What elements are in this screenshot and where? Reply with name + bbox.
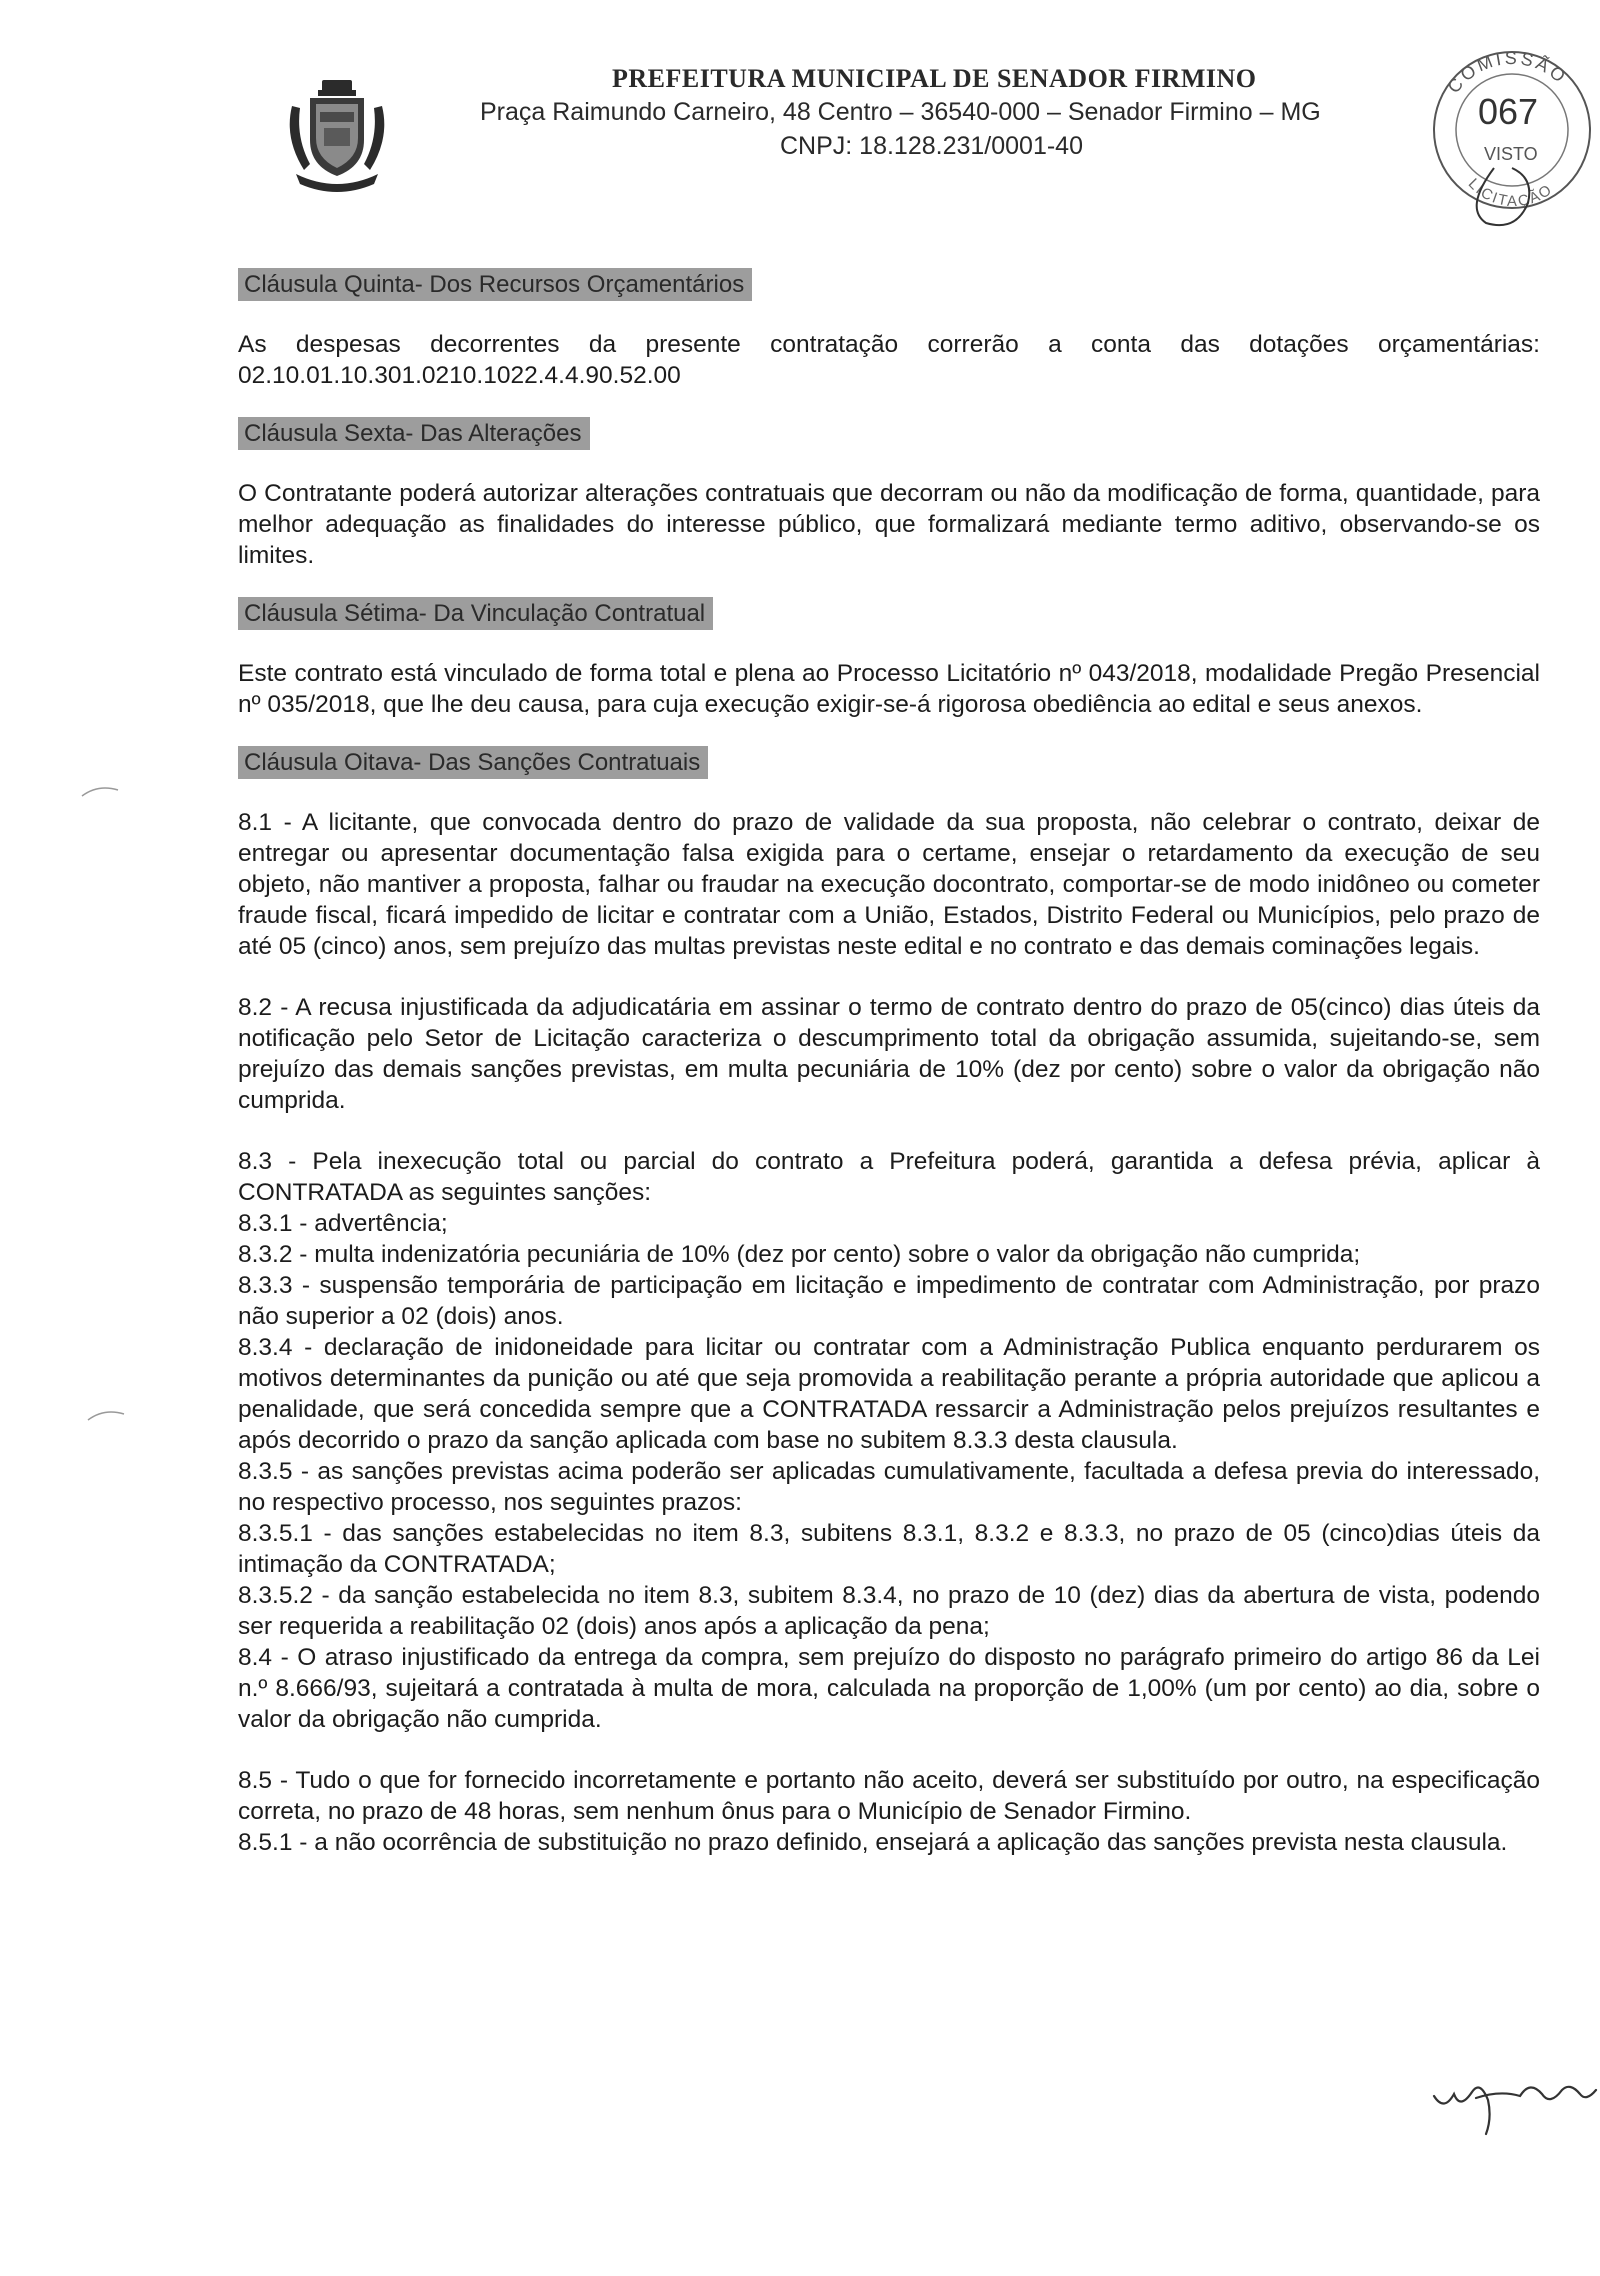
paragraph-8-4: 8.4 - O atraso injustificado da entrega da compra, sem prejuízo do disposto no parágrafo primeiro do artigo 86 da Lei n.º 8.666/93, sujeitará a contratada à multa de mora, calculada na proporção de 1,00% (um por cento) ao dia, sobre o valor da obrigação não cumprida. [238, 1644, 1540, 1733]
paragraph-quinta: As despesas decorrentes da presente contratação correrão a conta das dotações orçamentárias: 02.10.01.10.301.0210.1022.4.4.90.52.00 [238, 331, 1540, 389]
header-address: Praça Raimundo Carneiro, 48 Centro – 36540-000 – Senador Firmino – MG [480, 98, 1321, 126]
paragraph-8-3-5: 8.3.5 - as sanções previstas acima poderão ser aplicadas cumulativamente, facultada a defesa previa do interessado, no respectivo processo, nos seguintes prazos: [238, 1458, 1540, 1516]
margin-mark [80, 784, 120, 798]
municipal-crest-icon [282, 78, 392, 196]
svg-text:COMISSÃO [1444, 48, 1572, 97]
paragraph-8-3-3: 8.3.3 - suspensão temporária de participação em licitação e impedimento de contratar com Administração, por prazo não superior a 02 (dois) anos. [238, 1272, 1540, 1330]
section-title-setima: Cláusula Sétima- Da Vinculação Contratual [238, 597, 713, 630]
paragraph-8-3: 8.3 - Pela inexecução total ou parcial do contrato a Prefeitura poderá, garantida a defesa prévia, aplicar à CONTRATADA as seguintes sanções: [238, 1148, 1540, 1206]
section-title-oitava: Cláusula Oitava- Das Sanções Contratuais [238, 746, 708, 779]
paragraph-8-3-1: 8.3.1 - advertência; [238, 1210, 448, 1237]
stamp-top-text: COMISSÃO [1443, 47, 1572, 97]
stamp-visto: VISTO [1484, 144, 1538, 164]
paragraph-sexta: O Contratante poderá autorizar alterações contratuais que decorram ou não da modificação de forma, quantidade, para melhor adequação as finalidades do interesse público, que formalizará mediante termo aditivo, observando-se os limites. [238, 480, 1540, 569]
paragraph-8-5-1: 8.5.1 - a não ocorrência de substituição no prazo definido, ensejará a aplicação das sanções prevista nesta clausula. [238, 1829, 1508, 1856]
header-cnpj: CNPJ: 18.128.231/0001-40 [780, 132, 1083, 160]
contract-body [238, 268, 1540, 1858]
paragraph-setima: Este contrato está vinculado de forma total e plena ao Processo Licitatório nº 043/2018, modalidade Pregão Presencial nº 035/2018, que lhe deu causa, para cuja execução exigir-se-á rigorosa obediência ao edital e seus anexos. [238, 660, 1540, 718]
header-title: PREFEITURA MUNICIPAL DE SENADOR FIRMINO [612, 64, 1257, 93]
paragraph-8-3-5-2: 8.3.5.2 - da sanção estabelecida no item 8.3, subitem 8.3.4, no prazo de 10 (dez) dias da abertura de vista, podendo ser requerida a reabilitação 02 (dois) anos após a aplicação da pena; [238, 1582, 1540, 1640]
paragraph-8-3-2: 8.3.2 - multa indenizatória pecuniária de 10% (dez por cento) sobre o valor da obrigação não cumprida; [238, 1241, 1361, 1268]
stamp-page-number: 067 [1478, 91, 1539, 132]
section-title-quinta: Cláusula Quinta- Dos Recursos Orçamentários [238, 268, 752, 301]
paragraph-8-1: 8.1 - A licitante, que convocada dentro do prazo de validade da sua proposta, não celebrar o contrato, deixar de entregar ou apresentar documentação falsa exigida para o certame, ensejar o retardamento da execução de seu objeto, não mantiver a proposta, falhar ou fraudar na execução docontrato, comportar-se de modo inidôneo ou cometer fraude fiscal, ficará impedido de licitar e contratar com a União, Estados, Distrito Federal ou Municípios, pelo prazo de até 05 (cinco) anos, sem prejuízo das multas previstas neste edital e no contrato e das demais cominações legais. [238, 809, 1540, 960]
paragraph-8-3-4: 8.3.4 - declaração de inidoneidade para licitar ou contratar com a Administração Publica enquanto perdurarem os motivos determinantes da punição ou até que seja promovida a reabilitação perante a própria autoridade que aplicou a penalidade, que será concedida sempre que a CONTRATADA ressarcir a Administração pelos prejuízos resultantes e após decorrido o prazo da sanção aplicada com base no subitem 8.3.3 desta clausula. [238, 1334, 1540, 1454]
handwritten-signature [1430, 2060, 1600, 2140]
paragraph-8-2: 8.2 - A recusa injustificada da adjudicatária em assinar o termo de contrato dentro do prazo de 05(cinco) dias úteis da notificação pelo Setor de Licitação caracteriza o descumprimento total da obrigação assumida, sujeitando-se, sem prejuízo das demais sanções previstas, em multa pecuniária de 10% (dez por cento) sobre o valor da obrigação não cumprida. [238, 994, 1540, 1114]
stamp-bottom-text: LICITAÇÃO [1464, 175, 1557, 211]
section-title-sexta: Cláusula Sexta- Das Alterações [238, 417, 590, 450]
margin-mark [86, 1408, 126, 1422]
paragraph-8-5: 8.5 - Tudo o que for fornecido incorretamente e portanto não aceito, deverá ser substituído por outro, na especificação correta, no prazo de 48 horas, sem nenhum ônus para o Município de Senador Firmino. [238, 1767, 1540, 1825]
commission-stamp [1424, 18, 1594, 240]
paragraph-8-3-5-1: 8.3.5.1 - das sanções estabelecidas no item 8.3, subitens 8.3.1, 8.3.2 e 8.3.3, no prazo de 05 (cinco)dias úteis da intimação da CONTRATADA; [238, 1520, 1540, 1578]
